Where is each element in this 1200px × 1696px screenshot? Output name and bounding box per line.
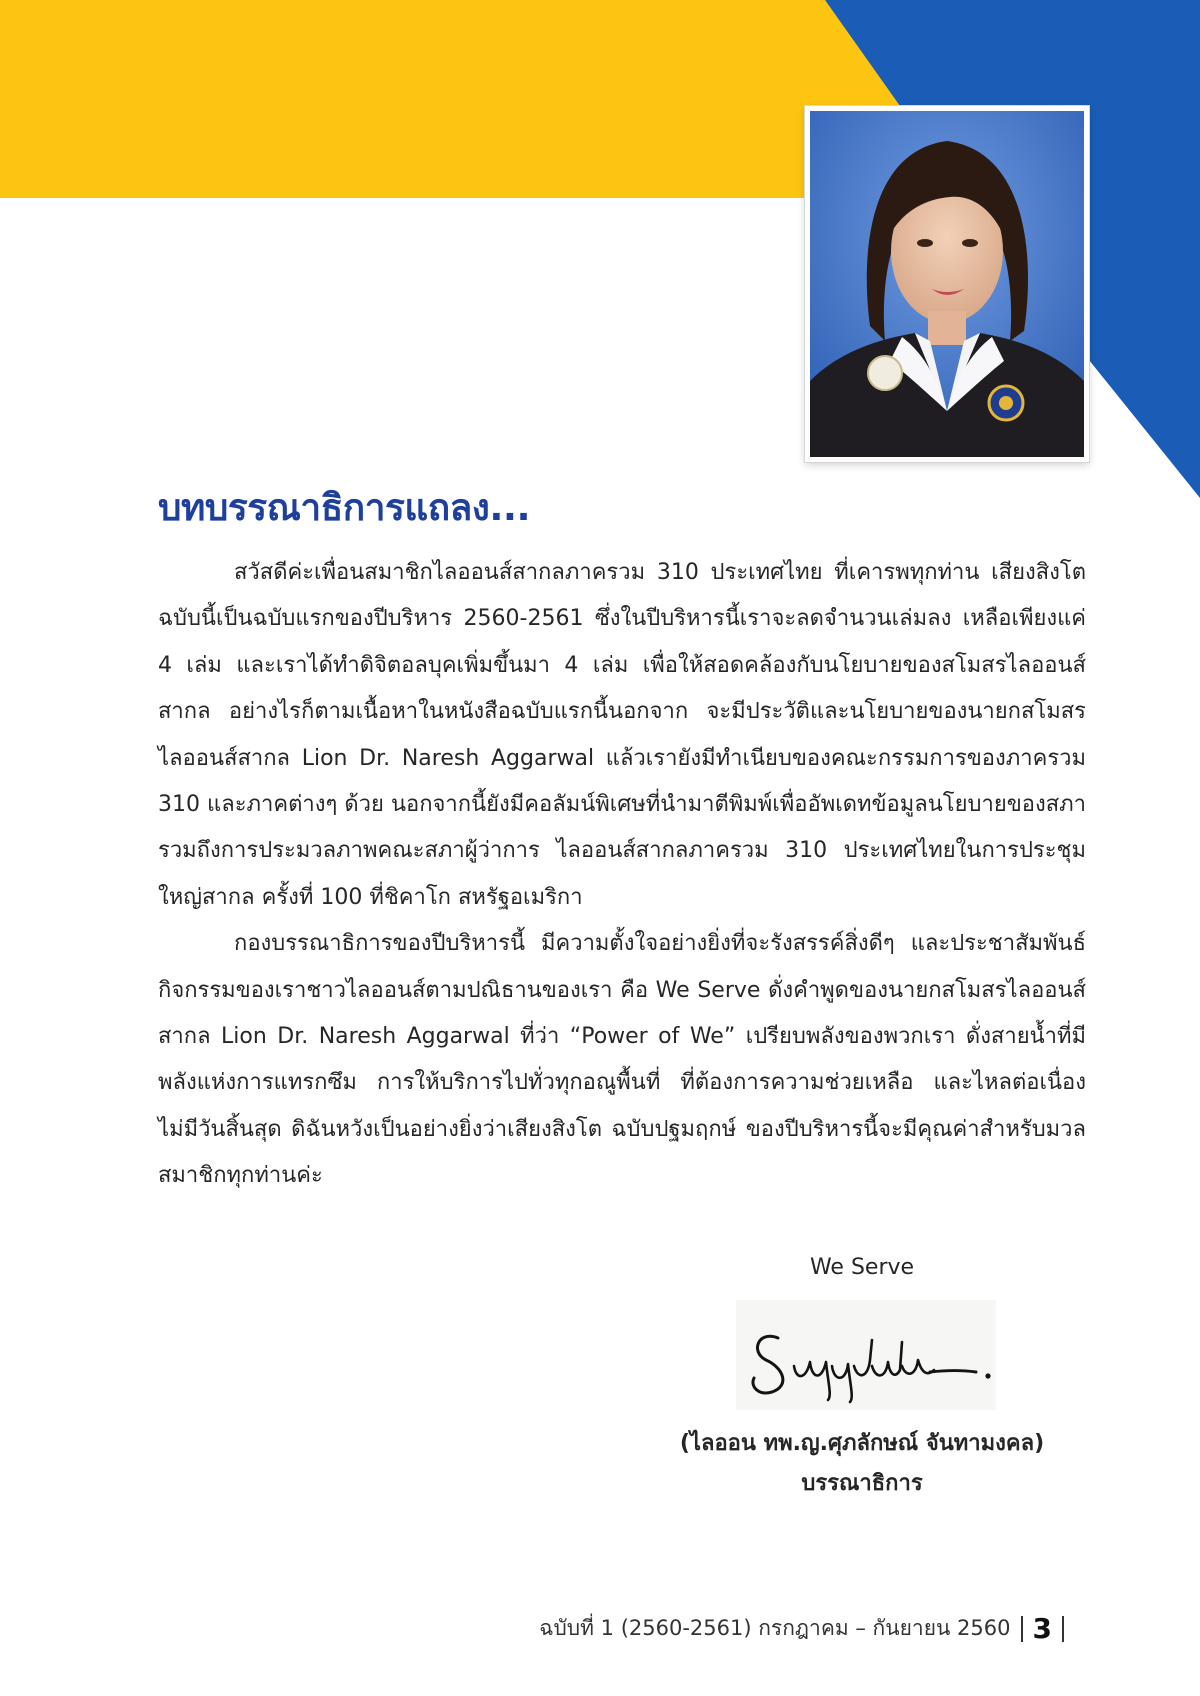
editorial-heading: บทบรรณาธิการแถลง... <box>158 486 531 529</box>
footer-divider-left <box>1021 1616 1023 1642</box>
editor-photo <box>805 106 1089 462</box>
editorial-body <box>158 550 1086 1200</box>
signer-name: (ไลออน ทพ.ญ.ศุภลักษณ์ จันทามงคล) <box>679 1431 1045 1456</box>
footer-divider-right <box>1062 1616 1064 1642</box>
issue-info: ฉบับที่ 1 (2560-2561) กรกฎาคม – กันยายน 2560 <box>539 1616 1011 1640</box>
signer-title: บรรณาธิการ <box>801 1471 923 1496</box>
editorial-paragraph-2: กองบรรณาธิการของปีบริหารนี้ มีความตั้งใจอย่างยิ่งที่จะรังสรรค์สิ่งดีๆ และประชาสัมพันธ์กิจกรรมของเราชาวไลออนส์ตามปณิธานของเรา คือ We Serve ดั่งคำพูดของนายกสโมสรไลออนส์สากล Lion Dr. Naresh Aggarwal ที่ว่า “Power of We” เปรียบพลังของพวกเรา ดั่งสายน้ำที่มีพลังแห่งการแทรกซึม การให้บริการไปทั่วทุกอณูพื้นที่ ที่ต้องการความช่วยเหลือ และไหลต่อเนื่องไม่มีวันสิ้นสุด ดิฉันหวังเป็นอย่างยิ่งว่าเสียงสิงโต ฉบับปฐมฤกษ์ ของปีบริหารนี้จะมีคุณค่าสำหรับมวลสมาชิกทุกท่านค่ะ <box>158 931 1086 1189</box>
editor-portrait-photo <box>810 111 1084 457</box>
editorial-paragraph-1: สวัสดีค่ะเพื่อนสมาชิกไลออนส์สากลภาครวม 310 ประเทศไทย ที่เคารพทุกท่าน เสียงสิงโตฉบับนี้เป็นฉบับแรกของปีบริหาร 2560-2561 ซึ่งในปีบริหารนี้เราจะลดจำนวนเล่มลง เหลือเพียงแค่ 4 เล่ม และเราได้ทำดิจิตอลบุคเพิ่มขึ้นมา 4 เล่ม เพื่อให้สอดคล้องกับนโยบายของสโมสรไลออนส์สากล อย่างไรก็ตามเนื้อหาในหนังสือฉบับแรกนี้นอกจาก จะมีประวัติและนโยบายของนายกสโมสรไลออนส์สากล Lion Dr. Naresh Aggarwal แล้วเรายังมีทำเนียบของคณะกรรมการของภาครวม 310 และภาคต่างๆ ด้วย นอกจากนี้ยังมีคอลัมน์พิเศษที่นำมาตีพิมพ์เพื่ออัพเดทข้อมูลนโยบายของสภา รวมถึงการประมวลภาพคณะสภาผู้ว่าการ ไลออนส์สากลภาครวม 310 ประเทศไทยในการประชุมใหญ่สากล ครั้งที่ 100 ที่ชิคาโก สหรัฐอเมริกา <box>158 560 1086 910</box>
handwritten-signature <box>736 1300 996 1410</box>
signoff-motto: We Serve <box>809 1255 915 1280</box>
signer-block <box>612 1424 1112 1504</box>
yellow-band <box>0 0 905 198</box>
page-number: 3 <box>1032 1612 1052 1645</box>
page-footer <box>539 1612 1074 1645</box>
